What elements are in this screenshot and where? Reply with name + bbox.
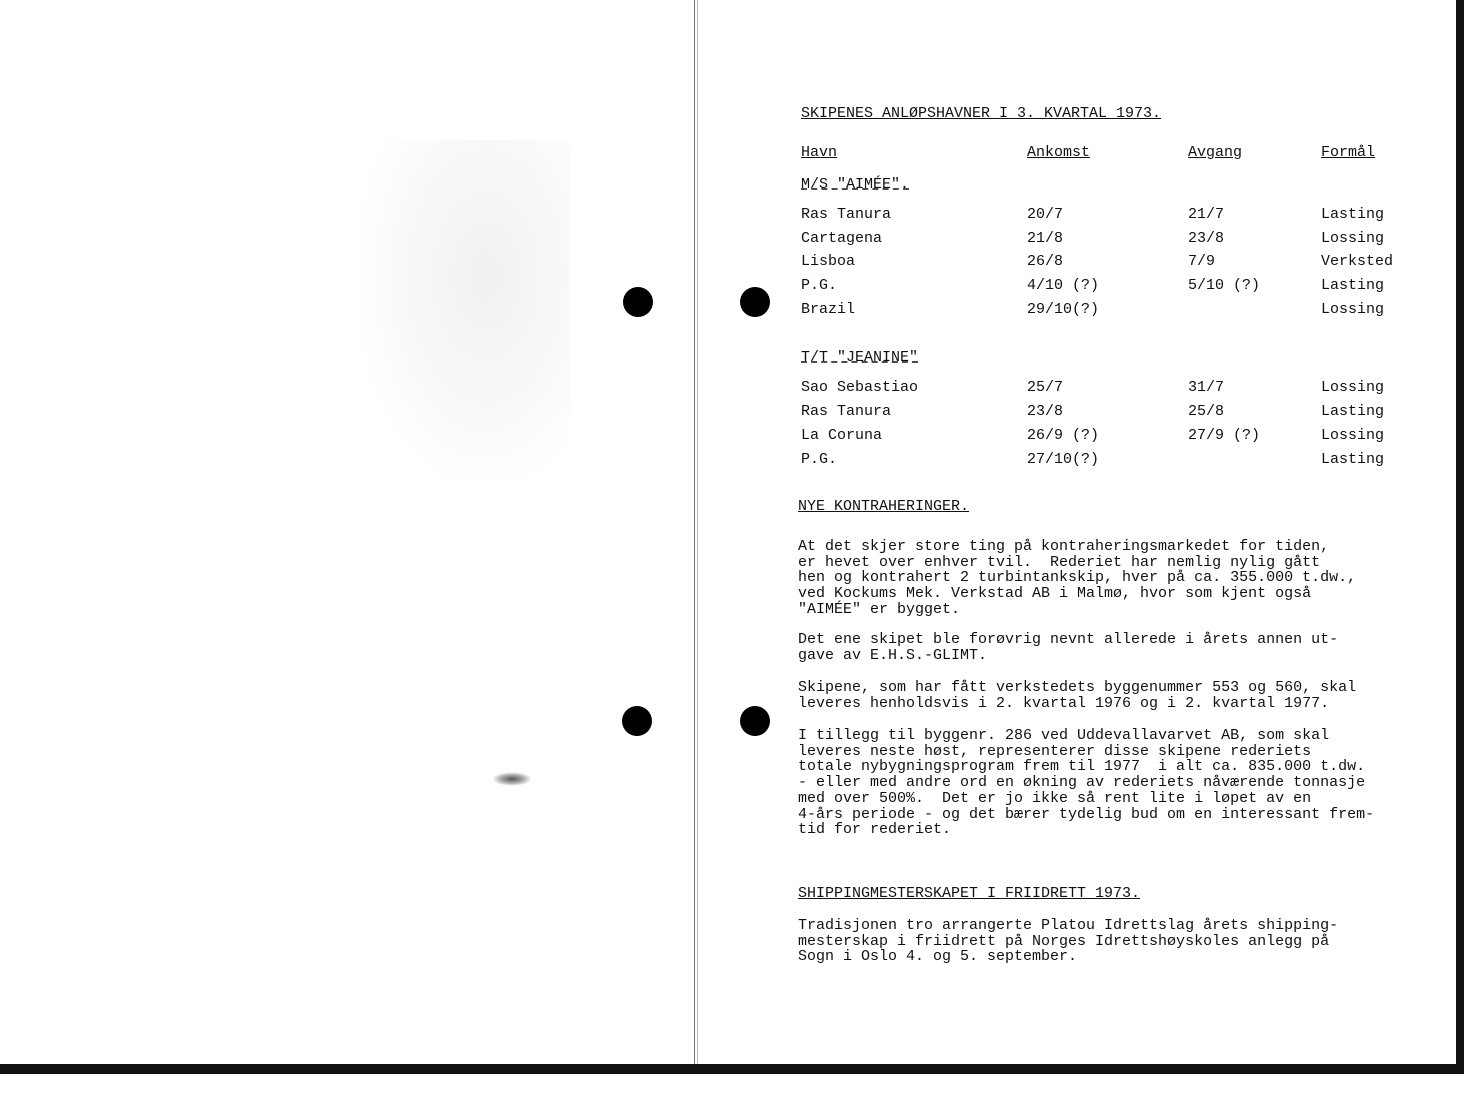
table-header bbox=[798, 145, 1418, 169]
departure-cell: 27/9 (?) bbox=[1188, 427, 1261, 444]
arrival-cell: 20/7 bbox=[1027, 206, 1064, 223]
arrival-cell: 4/10 (?) bbox=[1027, 277, 1100, 294]
table-row bbox=[798, 404, 1418, 428]
purpose-cell: Lossing bbox=[1321, 301, 1385, 318]
header-arrival: Ankomst bbox=[1027, 144, 1091, 161]
port-cell: P.G. bbox=[801, 277, 838, 294]
punch-hole bbox=[622, 706, 652, 736]
port-cell: Sao Sebastiao bbox=[801, 379, 919, 396]
contracts-paragraph: At det skjer store ting på kontraheringsmarkedet for tiden, er hevet over enhver tvil. Rederiet har nemlig nylig gått hen og kontrahert 2 turbintankskip, hver på ca. 355.000 t.dw., ved Kockums Mek. Verkstad AB i Malmø, hvor som kjent også "AIMÉE" er bygget. bbox=[798, 538, 1357, 618]
arrival-cell: 26/8 bbox=[1027, 253, 1064, 270]
header-purpose: Formål bbox=[1321, 144, 1376, 161]
port-cell: Lisboa bbox=[801, 253, 856, 270]
purpose-cell: Lossing bbox=[1321, 379, 1385, 396]
port-cell: La Coruna bbox=[801, 427, 883, 444]
port-cell: Cartagena bbox=[801, 230, 883, 247]
purpose-cell: Lasting bbox=[1321, 277, 1385, 294]
ship-name: T/T "JEANINE" bbox=[801, 349, 919, 366]
scan-border-right bbox=[1456, 0, 1464, 1070]
athletics-paragraph: Tradisjonen tro arrangerte Platou Idrettslag årets shipping- mesterskap i friidrett på Norges Idrettshøyskoles anlegg på Sogn i Oslo 4. og 5. september. bbox=[798, 917, 1339, 966]
table-row bbox=[798, 452, 1418, 476]
punch-hole bbox=[740, 287, 770, 317]
table-row bbox=[798, 302, 1418, 326]
purpose-cell: Verksted bbox=[1321, 253, 1394, 270]
departure-cell: 7/9 bbox=[1188, 253, 1216, 270]
scan-border-bottom bbox=[0, 1064, 1464, 1074]
page-fold-shadow bbox=[697, 0, 698, 1064]
table-row bbox=[798, 207, 1418, 231]
arrivals-title: SKIPENES ANLØPSHAVNER I 3. KVARTAL 1973. bbox=[801, 105, 1162, 122]
arrival-cell: 21/8 bbox=[1027, 230, 1064, 247]
page-fold bbox=[694, 0, 695, 1064]
departure-cell: 5/10 (?) bbox=[1188, 277, 1261, 294]
port-cell: Ras Tanura bbox=[801, 403, 892, 420]
table-row bbox=[798, 254, 1418, 278]
purpose-cell: Lasting bbox=[1321, 403, 1385, 420]
contracts-title: NYE KONTRAHERINGER. bbox=[798, 498, 970, 515]
blank-left-page-shadow bbox=[360, 140, 570, 480]
port-cell: P.G. bbox=[801, 451, 838, 468]
punch-hole bbox=[740, 706, 770, 736]
departure-cell: 25/8 bbox=[1188, 403, 1225, 420]
purpose-cell: Lossing bbox=[1321, 230, 1385, 247]
arrival-cell: 29/10(?) bbox=[1027, 301, 1100, 318]
table-row bbox=[798, 278, 1418, 302]
purpose-cell: Lossing bbox=[1321, 427, 1385, 444]
ink-smudge bbox=[492, 772, 532, 786]
arrival-cell: 23/8 bbox=[1027, 403, 1064, 420]
ship-heading bbox=[798, 350, 1418, 374]
punch-hole bbox=[623, 287, 653, 317]
contracts-paragraph: I tillegg til byggenr. 286 ved Uddevallavarvet AB, som skal leveres neste høst, representerer disse skipene rederiets totale nybygningsprogram frem til 1977 i alt ca. 835.000 t.dw. - eller med andre ord en økning av rederiets nåværende tonnasje med over 500%. Det er jo ikke så rent lite i løpet av en 4-års periode - og det bærer tydelig bud om en interessant frem- tid for rederiet. bbox=[798, 727, 1375, 839]
port-cell: Brazil bbox=[801, 301, 856, 318]
table-row bbox=[798, 380, 1418, 404]
table-row bbox=[798, 231, 1418, 255]
athletics-title: SHIPPINGMESTERSKAPET I FRIIDRETT 1973. bbox=[798, 885, 1141, 902]
departure-cell: 21/7 bbox=[1188, 206, 1225, 223]
contracts-paragraph: Det ene skipet ble forøvrig nevnt allerede i årets annen ut- gave av E.H.S.-GLIMT. bbox=[798, 631, 1339, 664]
arrival-cell: 25/7 bbox=[1027, 379, 1064, 396]
header-port: Havn bbox=[801, 144, 838, 161]
departure-cell: 31/7 bbox=[1188, 379, 1225, 396]
ship-name: M/S "AIMÉE". bbox=[801, 176, 910, 193]
purpose-cell: Lasting bbox=[1321, 451, 1385, 468]
ship-heading bbox=[798, 177, 1418, 201]
contracts-paragraph: Skipene, som har fått verkstedets byggenummer 553 og 560, skal leveres henholdsvis i 2. kvartal 1976 og i 2. kvartal 1977. bbox=[798, 679, 1357, 712]
arrival-cell: 26/9 (?) bbox=[1027, 427, 1100, 444]
departure-cell: 23/8 bbox=[1188, 230, 1225, 247]
purpose-cell: Lasting bbox=[1321, 206, 1385, 223]
header-departure: Avgang bbox=[1188, 144, 1243, 161]
arrival-cell: 27/10(?) bbox=[1027, 451, 1100, 468]
table-row bbox=[798, 428, 1418, 452]
port-cell: Ras Tanura bbox=[801, 206, 892, 223]
